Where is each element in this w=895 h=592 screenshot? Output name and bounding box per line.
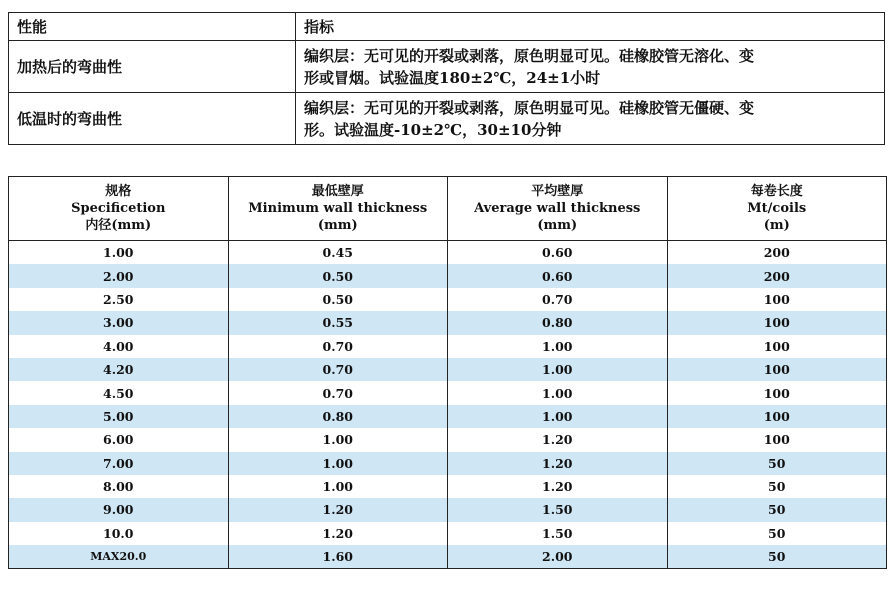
min-wall-cell: 0.70 [228, 381, 448, 404]
coil-length-cell: 100 [667, 358, 887, 381]
header-line: (mm) [537, 218, 578, 233]
coil-length-cell: 50 [667, 452, 887, 475]
table-row [9, 475, 887, 498]
spec-header-specification [9, 177, 229, 241]
header-line: 内径(mm) [85, 218, 152, 233]
performance-indicator [296, 41, 885, 93]
performance-property: 低温时的弯曲性 [9, 93, 296, 145]
table-row [9, 381, 887, 404]
table-row [9, 311, 887, 334]
coil-length-cell: 200 [667, 241, 887, 265]
performance-indicator [296, 93, 885, 145]
avg-wall-cell: 1.00 [448, 381, 668, 404]
performance-property: 加热后的弯曲性 [9, 41, 296, 93]
coil-length-cell: 100 [667, 405, 887, 428]
spec-cell: 5.00 [9, 405, 229, 428]
coil-length-cell: 200 [667, 264, 887, 287]
avg-wall-cell: 0.80 [448, 311, 668, 334]
avg-wall-cell: 1.00 [448, 335, 668, 358]
coil-length-cell: 50 [667, 545, 887, 569]
min-wall-cell: 0.80 [228, 405, 448, 428]
coil-length-cell: 100 [667, 381, 887, 404]
min-wall-cell: 1.20 [228, 522, 448, 545]
spec-cell: 1.00 [9, 241, 229, 265]
indicator-line: 编织层：无可见的开裂或剥落，原色明显可见。硅橡胶管无僵硬、变 [304, 98, 755, 117]
coil-length-cell: 50 [667, 498, 887, 521]
header-line: (m) [763, 218, 790, 233]
min-wall-cell: 1.00 [228, 475, 448, 498]
table-row [9, 335, 887, 358]
coil-length-cell: 50 [667, 522, 887, 545]
table-row [9, 288, 887, 311]
header-line: Average wall thickness [474, 201, 641, 216]
spec-cell: 4.20 [9, 358, 229, 381]
min-wall-cell: 0.70 [228, 335, 448, 358]
coil-length-cell: 100 [667, 428, 887, 451]
avg-wall-cell: 1.50 [448, 522, 668, 545]
table-row [9, 498, 887, 521]
min-wall-cell: 0.50 [228, 264, 448, 287]
avg-wall-cell: 1.50 [448, 498, 668, 521]
min-wall-cell: 0.55 [228, 311, 448, 334]
indicator-line: 编织层：无可见的开裂或剥落，原色明显可见。硅橡胶管无溶化、变 [304, 46, 755, 65]
indicator-line: 形或冒烟。试验温度180±2℃，24±1小时 [304, 68, 601, 87]
avg-wall-cell: 0.60 [448, 241, 668, 265]
header-line: (mm) [317, 218, 358, 233]
spec-cell: 2.00 [9, 264, 229, 287]
indicator-line: 形。试验温度-10±2℃，30±10分钟 [304, 120, 562, 139]
table-row [9, 358, 887, 381]
min-wall-cell: 0.45 [228, 241, 448, 265]
spec-cell: 7.00 [9, 452, 229, 475]
avg-wall-cell: 1.20 [448, 475, 668, 498]
spec-header-avg-wall [448, 177, 668, 241]
spec-cell: MAX20.0 [9, 545, 229, 569]
spec-cell: 10.0 [9, 522, 229, 545]
spec-header-row [9, 177, 887, 241]
min-wall-cell: 1.20 [228, 498, 448, 521]
spec-header-min-wall [228, 177, 448, 241]
header-line: 规格 [105, 184, 132, 199]
min-wall-cell: 1.00 [228, 452, 448, 475]
header-line: Minimum wall thickness [248, 201, 428, 216]
coil-length-cell: 100 [667, 311, 887, 334]
performance-table [8, 12, 885, 145]
performance-header-property: 性能 [9, 13, 296, 41]
spec-cell: 8.00 [9, 475, 229, 498]
table-row [9, 264, 887, 287]
header-line: Specificetion [71, 201, 166, 216]
avg-wall-cell: 1.20 [448, 452, 668, 475]
performance-header-row [9, 13, 885, 41]
avg-wall-cell: 1.20 [448, 428, 668, 451]
spec-cell: 4.50 [9, 381, 229, 404]
table-row [9, 405, 887, 428]
avg-wall-cell: 0.60 [448, 264, 668, 287]
table-row [9, 428, 887, 451]
specification-table [8, 176, 887, 569]
coil-length-cell: 100 [667, 335, 887, 358]
min-wall-cell: 0.50 [228, 288, 448, 311]
performance-header-indicator: 指标 [296, 13, 885, 41]
avg-wall-cell: 1.00 [448, 358, 668, 381]
spec-cell: 4.00 [9, 335, 229, 358]
spec-cell: 3.00 [9, 311, 229, 334]
spec-cell: 9.00 [9, 498, 229, 521]
header-line: 每卷长度 [750, 184, 803, 199]
spec-cell: 6.00 [9, 428, 229, 451]
performance-row-heat-bending [9, 41, 885, 93]
spec-header-coil-length [667, 177, 887, 241]
avg-wall-cell: 1.00 [448, 405, 668, 428]
performance-row-cold-bending [9, 93, 885, 145]
header-line: 最低壁厚 [311, 184, 364, 199]
avg-wall-cell: 2.00 [448, 545, 668, 569]
table-row [9, 545, 887, 569]
coil-length-cell: 100 [667, 288, 887, 311]
spec-cell: 2.50 [9, 288, 229, 311]
header-line: 平均壁厚 [531, 184, 584, 199]
min-wall-cell: 1.60 [228, 545, 448, 569]
table-row [9, 522, 887, 545]
min-wall-cell: 1.00 [228, 428, 448, 451]
coil-length-cell: 50 [667, 475, 887, 498]
avg-wall-cell: 0.70 [448, 288, 668, 311]
header-line: Mt/coils [747, 201, 807, 216]
min-wall-cell: 0.70 [228, 358, 448, 381]
table-row [9, 452, 887, 475]
table-row [9, 241, 887, 265]
